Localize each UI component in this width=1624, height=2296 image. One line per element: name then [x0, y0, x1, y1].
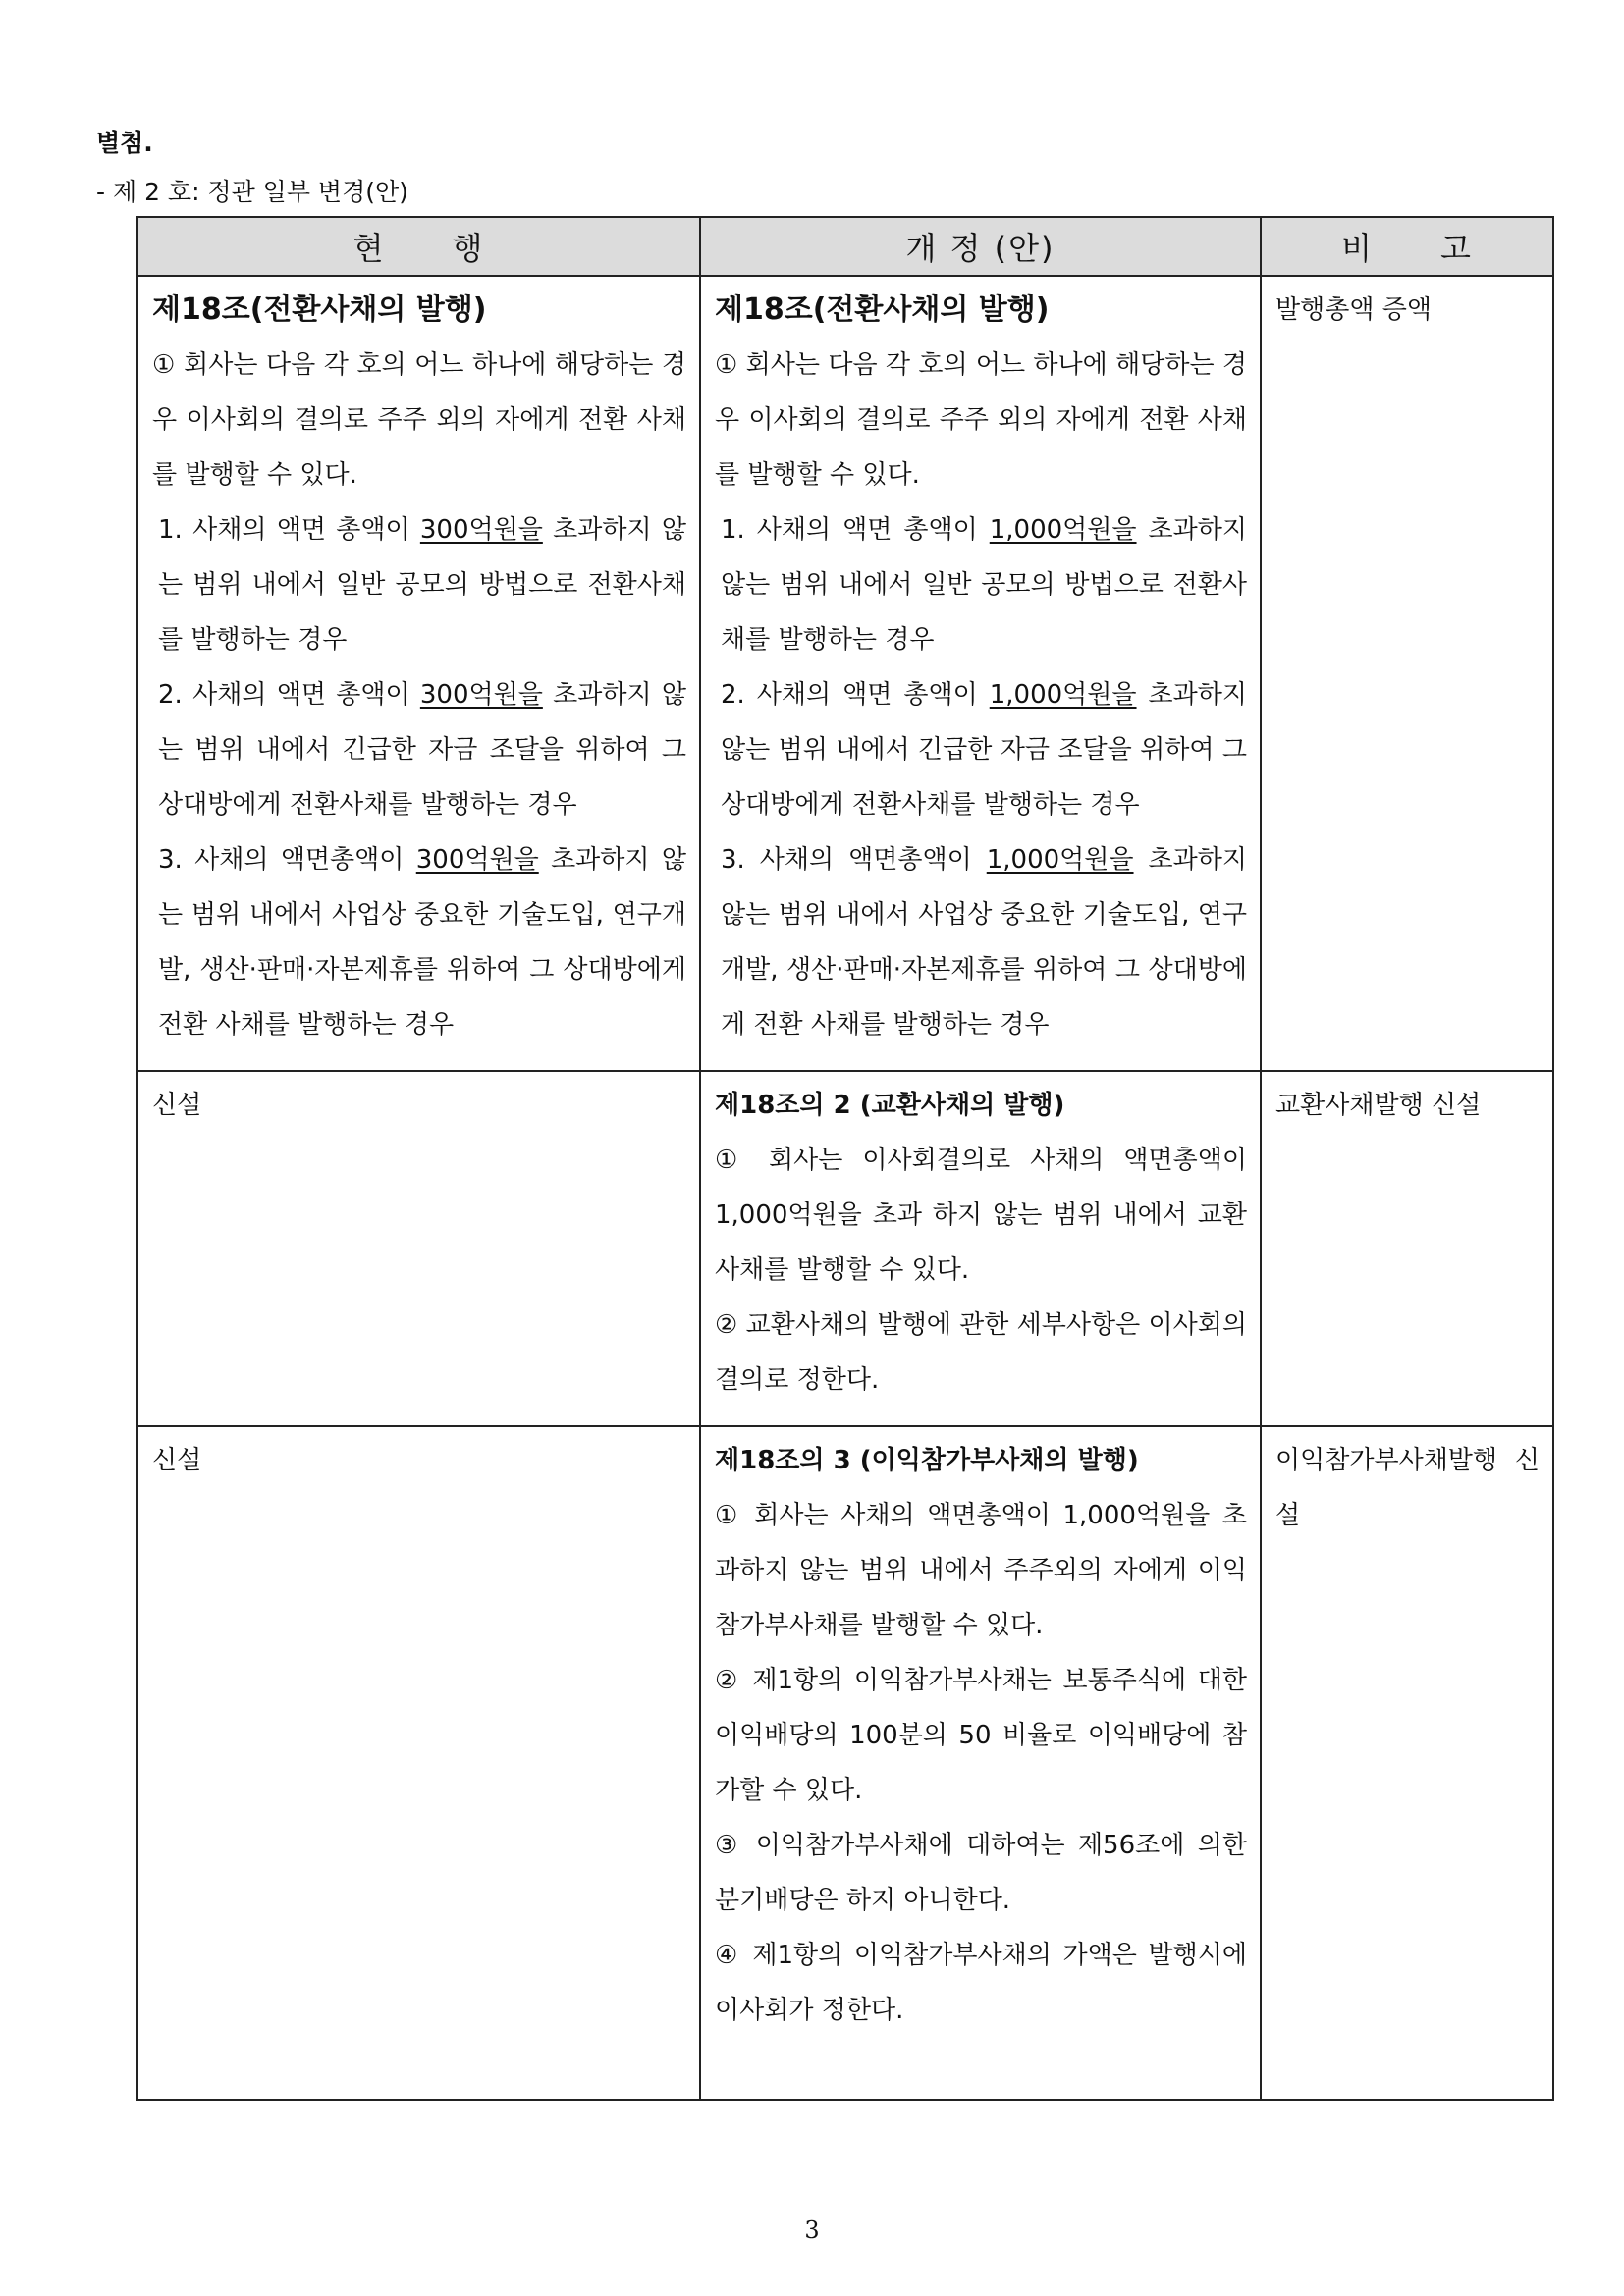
amount-underlined: 300억원을 [419, 515, 543, 545]
list-item [715, 503, 1247, 667]
article-title: 제18조(전환사채의 발행) [152, 293, 487, 327]
table-row [137, 276, 1553, 1071]
paragraph: ① 회사는 이사회결의로 사채의 액면총액이 1,000억원을 초과 하지 않는 범위 내에서 교환사채를 발행할 수 있다. [715, 1146, 1247, 1285]
column-header-note: 비 고 [1261, 217, 1553, 276]
item-text: 1. 사채의 액면 총액이 [721, 515, 990, 545]
paragraph: ② 제1항의 이익참가부사채는 보통주식에 대한 이익배당의 100분의 50 비율로 이익배당에 참가할 수 있다. [715, 1666, 1247, 1805]
table-header-row [137, 217, 1553, 276]
page-number: 3 [804, 2216, 820, 2244]
note-cell: 발행총액 증액 [1261, 276, 1553, 1071]
article-title: 제18조의 3 (이익참가부사채의 발행) [715, 1446, 1139, 1475]
paragraph: ④ 제1항의 이익참가부사채의 가액은 발행시에 이사회가 정한다. [715, 1941, 1247, 2025]
table-row [137, 1071, 1553, 1426]
current-new-cell: 신설 [137, 1426, 700, 2100]
list-item [715, 832, 1247, 1052]
paragraph: ② 교환사채의 발행에 관한 세부사항은 이사회의 결의로 정한다. [715, 1310, 1247, 1395]
list-item [152, 503, 686, 667]
item-text: 초과하지 않는 범위 내에서 긴급한 자금 조달을 위하여 그 상대방에게 전환사채를 발행하는 경우 [721, 680, 1247, 820]
amount-underlined: 1,000억원을 [986, 845, 1134, 875]
column-header-revised: 개 정 (안) [700, 217, 1261, 276]
item-text: 초과하지 않는 범위 내에서 사업상 중요한 기술도입, 연구개발, 생산·판매·자본제휴를 위하여 그 상대방에게 전환 사채를 발행하는 경우 [158, 845, 686, 1040]
amount-underlined: 1,000억원을 [989, 680, 1137, 710]
table-row [137, 1426, 1553, 2100]
paragraph: ① 회사는 사채의 액면총액이 1,000억원을 초 과하지 않는 범위 내에서 주주외의 자에게 이익참가부사채를 발행할 수 있다. [715, 1501, 1247, 1640]
item-text: 초과하지 않는 범위 내에서 일반 공모의 방법으로 전환사채를 발행하는 경우 [721, 515, 1247, 655]
article-title: 제18조(전환사채의 발행) [715, 293, 1050, 327]
current-article-18-cell [137, 276, 700, 1071]
paragraph: ③ 이익참가부사채에 대하여는 제56조에 의한 분기배당은 하지 아니한다. [715, 1831, 1247, 1915]
paragraph: ① 회사는 다음 각 호의 어느 하나에 해당하는 경우 이사회의 결의로 주주 외의 자에게 전환 사채를 발행할 수 있다. [152, 350, 686, 490]
item-text: 초과하지 않는 범위 내에서 사업상 중요한 기술도입, 연구개발, 생산·판매·자본제휴를 위하여 그 상대방에게 전환 사채를 발행하는 경우 [721, 845, 1247, 1040]
paragraph: ① 회사는 다음 각 호의 어느 하나에 해당하는 경우 이사회의 결의로 주주 외의 자에게 전환 사채를 발행할 수 있다. [715, 350, 1247, 490]
item-text: 초과하지 않는 범위 내에서 일반 공모의 방법으로 전환사채를 발행하는 경우 [158, 515, 686, 655]
item-text: 3. 사채의 액면총액이 [158, 845, 416, 875]
revised-article-18-3-cell [700, 1426, 1261, 2100]
list-item [152, 832, 686, 1052]
revised-article-18-cell [700, 276, 1261, 1071]
item-text: 초과하지 않는 범위 내에서 긴급한 자금 조달을 위하여 그 상대방에게 전환사채를 발행하는 경우 [158, 680, 686, 820]
item-text: 2. 사채의 액면 총액이 [158, 680, 420, 710]
item-text: 2. 사채의 액면 총액이 [721, 680, 990, 710]
column-header-current: 현 행 [137, 217, 700, 276]
amount-underlined: 300억원을 [415, 845, 539, 875]
amount-underlined: 1,000억원을 [989, 515, 1137, 545]
revised-article-18-2-cell [700, 1071, 1261, 1426]
amount-underlined: 300억원을 [419, 680, 543, 710]
current-new-cell: 신설 [137, 1071, 700, 1426]
amendment-comparison-table [136, 216, 1554, 2101]
article-title: 제18조의 2 (교환사채의 발행) [715, 1091, 1065, 1120]
agenda-subtitle: - 제 2 호: 정관 일부 변경(안) [96, 178, 408, 206]
note-cell: 이익참가부사채발행 신설 [1261, 1426, 1553, 2100]
item-text: 3. 사채의 액면총액이 [721, 845, 987, 875]
note-cell: 교환사채발행 신설 [1261, 1071, 1553, 1426]
list-item [152, 667, 686, 832]
item-text: 1. 사채의 액면 총액이 [158, 515, 420, 545]
attachment-heading: 별첨. [96, 129, 153, 157]
list-item [715, 667, 1247, 832]
